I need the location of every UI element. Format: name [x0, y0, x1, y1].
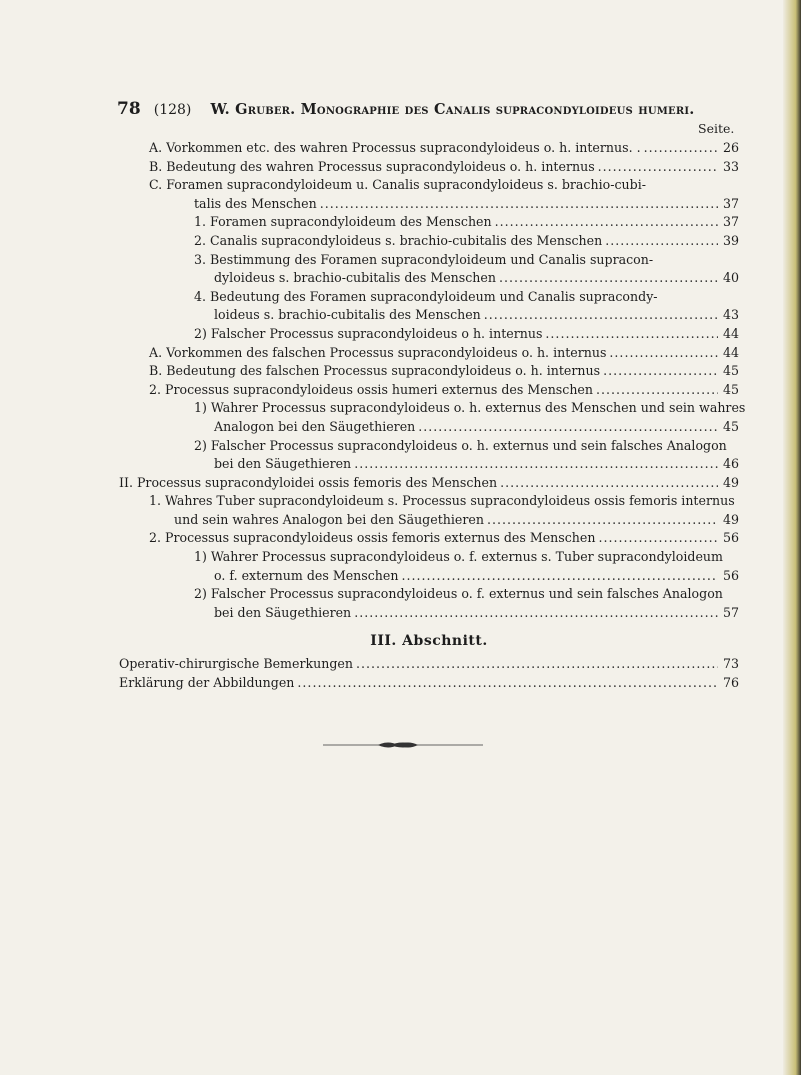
- seite-label: Seite.: [698, 121, 735, 136]
- toc-page-number: 49: [722, 511, 739, 527]
- toc-entry: [119, 674, 739, 693]
- page-number-alt: (128): [153, 102, 192, 118]
- toc-page-number: 49: [722, 474, 739, 490]
- toc-entry: [119, 474, 739, 493]
- dot-leader: [354, 604, 718, 623]
- dot-leader: [320, 195, 718, 214]
- toc-entry: [119, 529, 739, 548]
- dot-leader: [418, 418, 718, 437]
- toc-entry: [119, 344, 739, 363]
- toc-entry-label: Erklärung der Abbildungen: [119, 674, 295, 690]
- toc-page-number: 44: [722, 325, 739, 341]
- toc-entry: [119, 655, 739, 674]
- dot-leader: [609, 344, 718, 363]
- toc-page-number: 45: [722, 381, 739, 397]
- section-heading: III. Abschnitt.: [370, 633, 488, 650]
- toc-entry: [119, 158, 739, 177]
- toc-page-number: 45: [722, 418, 739, 434]
- running-title: W. Gruber. Monographie des Canalis supracondyloideus humeri.: [210, 101, 695, 118]
- toc-entry-label: Analogon bei den Säugethieren: [214, 418, 416, 434]
- toc-entry: [119, 381, 739, 400]
- toc-page-number: 43: [722, 307, 739, 323]
- toc-entry-label: bei den Säugethieren: [214, 456, 352, 472]
- toc-entry-label: 2) Falscher Processus supracondyloideus o h. internus: [194, 325, 543, 341]
- dot-leader: [401, 567, 718, 586]
- toc-entry-label: loideus s. brachio-cubitalis des Menschen: [214, 307, 481, 323]
- toc-page-number: 73: [722, 656, 739, 672]
- running-header: [117, 99, 737, 119]
- toc-entry-label: II. Processus supracondyloidei ossis femoris des Menschen: [119, 474, 498, 490]
- toc-entry-label: 2. Processus supracondyloideus ossis humeri externus des Menschen: [149, 381, 593, 397]
- toc-page-number: 40: [722, 270, 739, 286]
- toc-page-number: 46: [722, 456, 739, 472]
- toc-page-number: 56: [722, 567, 739, 583]
- dot-leader: [356, 655, 718, 674]
- toc-entry-label: B. Bedeutung des wahren Processus supracondyloideus o. h. internus: [149, 158, 595, 174]
- page-edge-shadow: [783, 0, 801, 1075]
- toc-entry: [119, 232, 739, 251]
- toc-entry: [119, 604, 739, 623]
- dot-leader: [495, 213, 718, 232]
- dot-leader: [484, 306, 718, 325]
- toc-entry: [119, 139, 739, 158]
- dot-leader: [545, 325, 718, 344]
- toc-page-number: 57: [722, 604, 739, 620]
- toc-entry-label: A. Vorkommen etc. des wahren Processus supracondyloideus o. h. internus. .: [149, 140, 641, 155]
- dot-leader: [297, 674, 718, 693]
- toc-page-number: 26: [722, 140, 739, 155]
- toc-page-number: 44: [722, 344, 739, 360]
- toc-page-number: 37: [722, 214, 739, 230]
- toc-entry-label: 1. Foramen supracondyloideum des Menschen: [194, 214, 492, 230]
- page-number: 78: [117, 99, 141, 119]
- toc-entry-label: 3. Bestimmung des Foramen supracondyloideum und Canalis supracon-: [194, 251, 654, 267]
- dot-leader: [598, 158, 718, 177]
- table-of-contents: [119, 139, 746, 692]
- dot-leader: [644, 139, 718, 158]
- toc-entry-label: 2) Falscher Processus supracondyloideus o. h. externus und sein falsches Analogon: [194, 437, 727, 453]
- dot-leader: [603, 362, 718, 381]
- toc-entry-label: talis des Menschen: [194, 195, 317, 211]
- toc-entry-label: bei den Säugethieren: [214, 604, 352, 620]
- toc-entry-label: 2. Canalis supracondyloideus s. brachio-cubitalis des Menschen: [194, 232, 603, 248]
- toc-entry-label: 1. Wahres Tuber supracondyloideum s. Processus supracondyloideus ossis femoris internus: [149, 493, 735, 509]
- dot-leader: [598, 529, 718, 548]
- toc-entry-label: und sein wahres Analogon bei den Säugethieren: [174, 511, 484, 527]
- toc-entry: [119, 325, 739, 344]
- toc-entry: [119, 269, 739, 288]
- dot-leader: [354, 455, 718, 474]
- toc-entry-label: B. Bedeutung des falschen Processus supracondyloideus o. h. internus: [149, 363, 601, 379]
- end-ornament: [323, 740, 483, 750]
- toc-entry-label: o. f. externum des Menschen: [214, 567, 399, 583]
- toc-page-number: 76: [722, 674, 739, 690]
- toc-entry: [119, 213, 739, 232]
- toc-page-number: 37: [722, 195, 739, 211]
- toc-entry: [119, 362, 739, 381]
- toc-entry-label: 4. Bedeutung des Foramen supracondyloideum und Canalis supracondy-: [194, 288, 658, 304]
- toc-entry: [119, 418, 739, 437]
- toc-entry: [119, 567, 739, 586]
- dot-leader: [499, 269, 718, 288]
- toc-entry-label: C. Foramen supracondyloideum u. Canalis supracondyloideus s. brachio-cubi-: [149, 177, 646, 193]
- toc-entry-label: 1) Wahrer Processus supracondyloideus o. f. externus s. Tuber supracondyloideum: [194, 549, 723, 565]
- toc-entry-label: dyloideus s. brachio-cubitalis des Menschen: [214, 270, 496, 286]
- toc-entry: [119, 195, 739, 214]
- dot-leader: [500, 474, 718, 493]
- toc-entry-label: A. Vorkommen des falschen Processus supracondyloideus o. h. internus: [149, 344, 607, 360]
- toc-page-number: 39: [722, 232, 739, 248]
- toc-page-number: 33: [722, 158, 739, 174]
- toc-entry: [119, 306, 739, 325]
- toc-entry: [119, 511, 739, 530]
- toc-entry: [119, 455, 739, 474]
- toc-page-number: 56: [722, 530, 739, 546]
- toc-page-number: 45: [722, 363, 739, 379]
- toc-entry-label: 2. Processus supracondyloideus ossis femoris externus des Menschen: [149, 530, 596, 546]
- dot-leader: [596, 381, 718, 400]
- toc-entry-label: 1) Wahrer Processus supracondyloideus o. h. externus des Menschen und sein wahres: [194, 400, 746, 416]
- dot-leader: [605, 232, 718, 251]
- toc-entry-label: 2) Falscher Processus supracondyloideus o. f. externus und sein falsches Analogon: [194, 586, 723, 602]
- toc-entry-label: Operativ-chirurgische Bemerkungen: [119, 656, 353, 672]
- dot-leader: [487, 511, 718, 530]
